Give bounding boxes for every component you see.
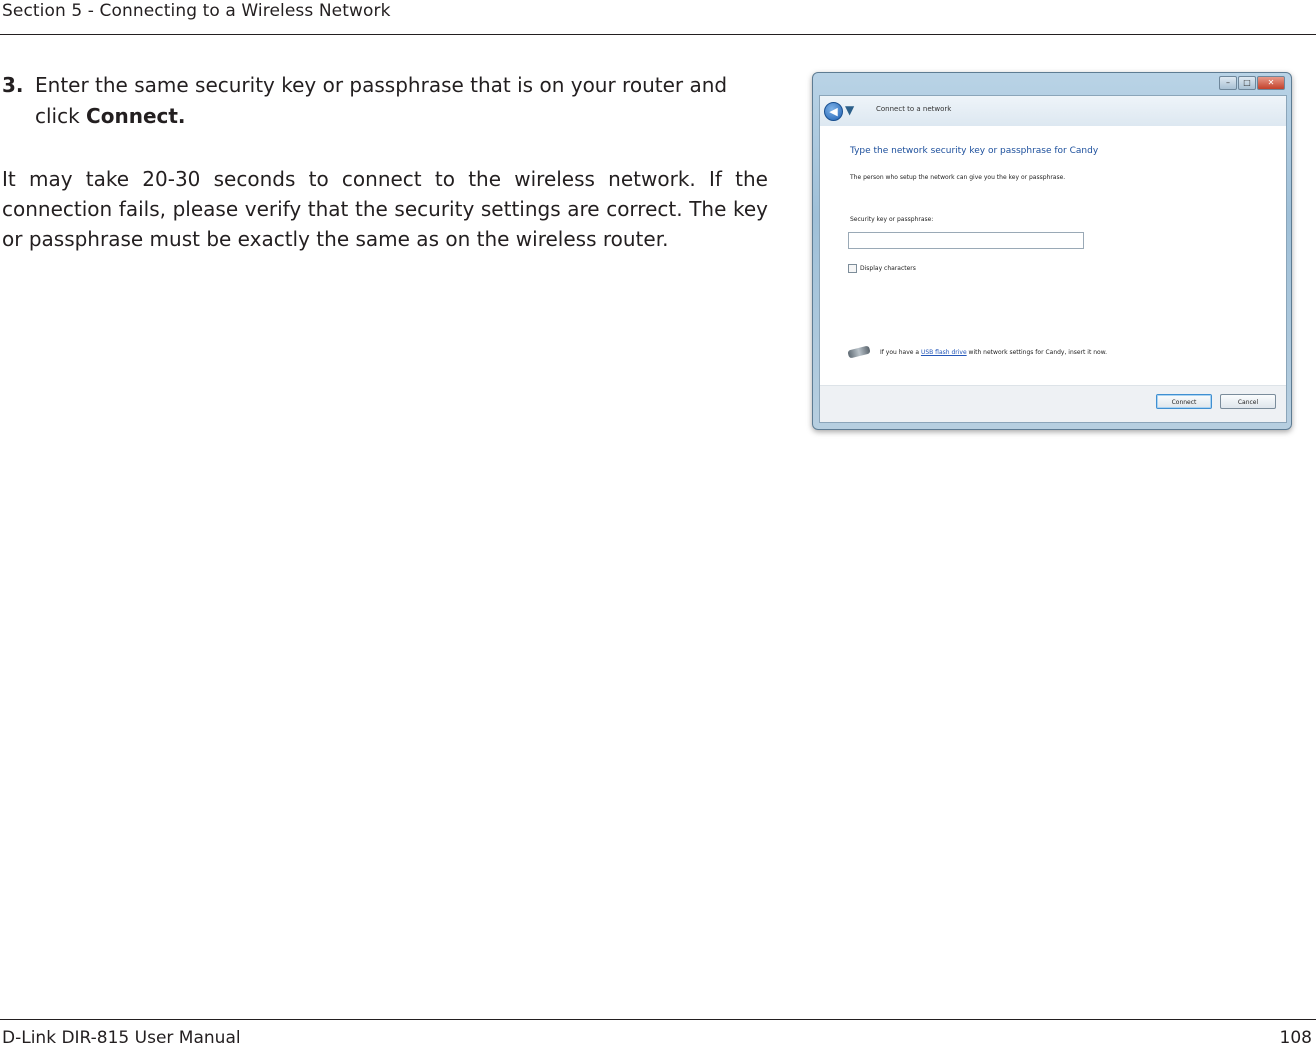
display-characters-row[interactable] bbox=[848, 264, 916, 273]
step-text-after: . bbox=[177, 104, 186, 128]
dialog-subtext: The person who setup the network can give you the key or passphrase. bbox=[850, 174, 1066, 181]
step-text bbox=[35, 70, 770, 132]
display-characters-label: Display characters bbox=[860, 265, 916, 272]
usb-flash-drive-link[interactable]: USB flash drive bbox=[920, 348, 967, 356]
usb-hint-row bbox=[848, 348, 1107, 356]
section-title: Section 5 - Connecting to a Wireless Network bbox=[2, 1, 391, 21]
connect-button[interactable]: Connect bbox=[1156, 394, 1212, 409]
manual-title: D-Link DIR-815 User Manual bbox=[2, 1028, 241, 1048]
step-connect-emphasis: Connect bbox=[86, 104, 178, 128]
dialog-body bbox=[819, 95, 1287, 423]
back-arrow-icon[interactable]: ◀ bbox=[824, 102, 843, 121]
step-number: 3. bbox=[2, 73, 24, 97]
usb-hint-text bbox=[880, 349, 1107, 356]
security-key-label: Security key or passphrase: bbox=[850, 216, 934, 223]
usb-text-after: with network settings for Candy, insert it now. bbox=[966, 348, 1107, 356]
display-characters-checkbox[interactable] bbox=[848, 264, 857, 273]
usb-text-before: If you have a bbox=[880, 348, 921, 356]
dialog-window-title: Connect to a network bbox=[876, 105, 952, 113]
page-header bbox=[0, 0, 1316, 35]
dialog-nav-bar bbox=[820, 96, 1286, 126]
page-footer bbox=[0, 1019, 1316, 1050]
network-icon: ▼ bbox=[845, 103, 855, 117]
page-number: 108 bbox=[1279, 1028, 1312, 1048]
minimize-icon[interactable]: – bbox=[1219, 76, 1237, 90]
dialog-heading: Type the network security key or passphrase for Candy bbox=[850, 146, 1099, 156]
close-icon[interactable]: ✕ bbox=[1257, 76, 1285, 90]
connect-to-network-dialog-screenshot bbox=[812, 72, 1292, 430]
window-controls bbox=[1219, 76, 1285, 90]
security-key-input[interactable] bbox=[848, 232, 1084, 249]
dialog-button-bar bbox=[820, 385, 1286, 422]
step-text-before: Enter the same security key or passphrase that is on your router and click bbox=[35, 73, 728, 128]
usb-drive-icon bbox=[847, 345, 870, 358]
connection-note-paragraph: It may take 20-30 seconds to connect to the wireless network. If the connection fails, please verify that the security settings are correct. The key or passphrase must be exactly the same as on the wireless router. bbox=[2, 167, 768, 251]
cancel-button[interactable]: Cancel bbox=[1220, 394, 1276, 409]
maximize-icon[interactable]: □ bbox=[1238, 76, 1256, 90]
